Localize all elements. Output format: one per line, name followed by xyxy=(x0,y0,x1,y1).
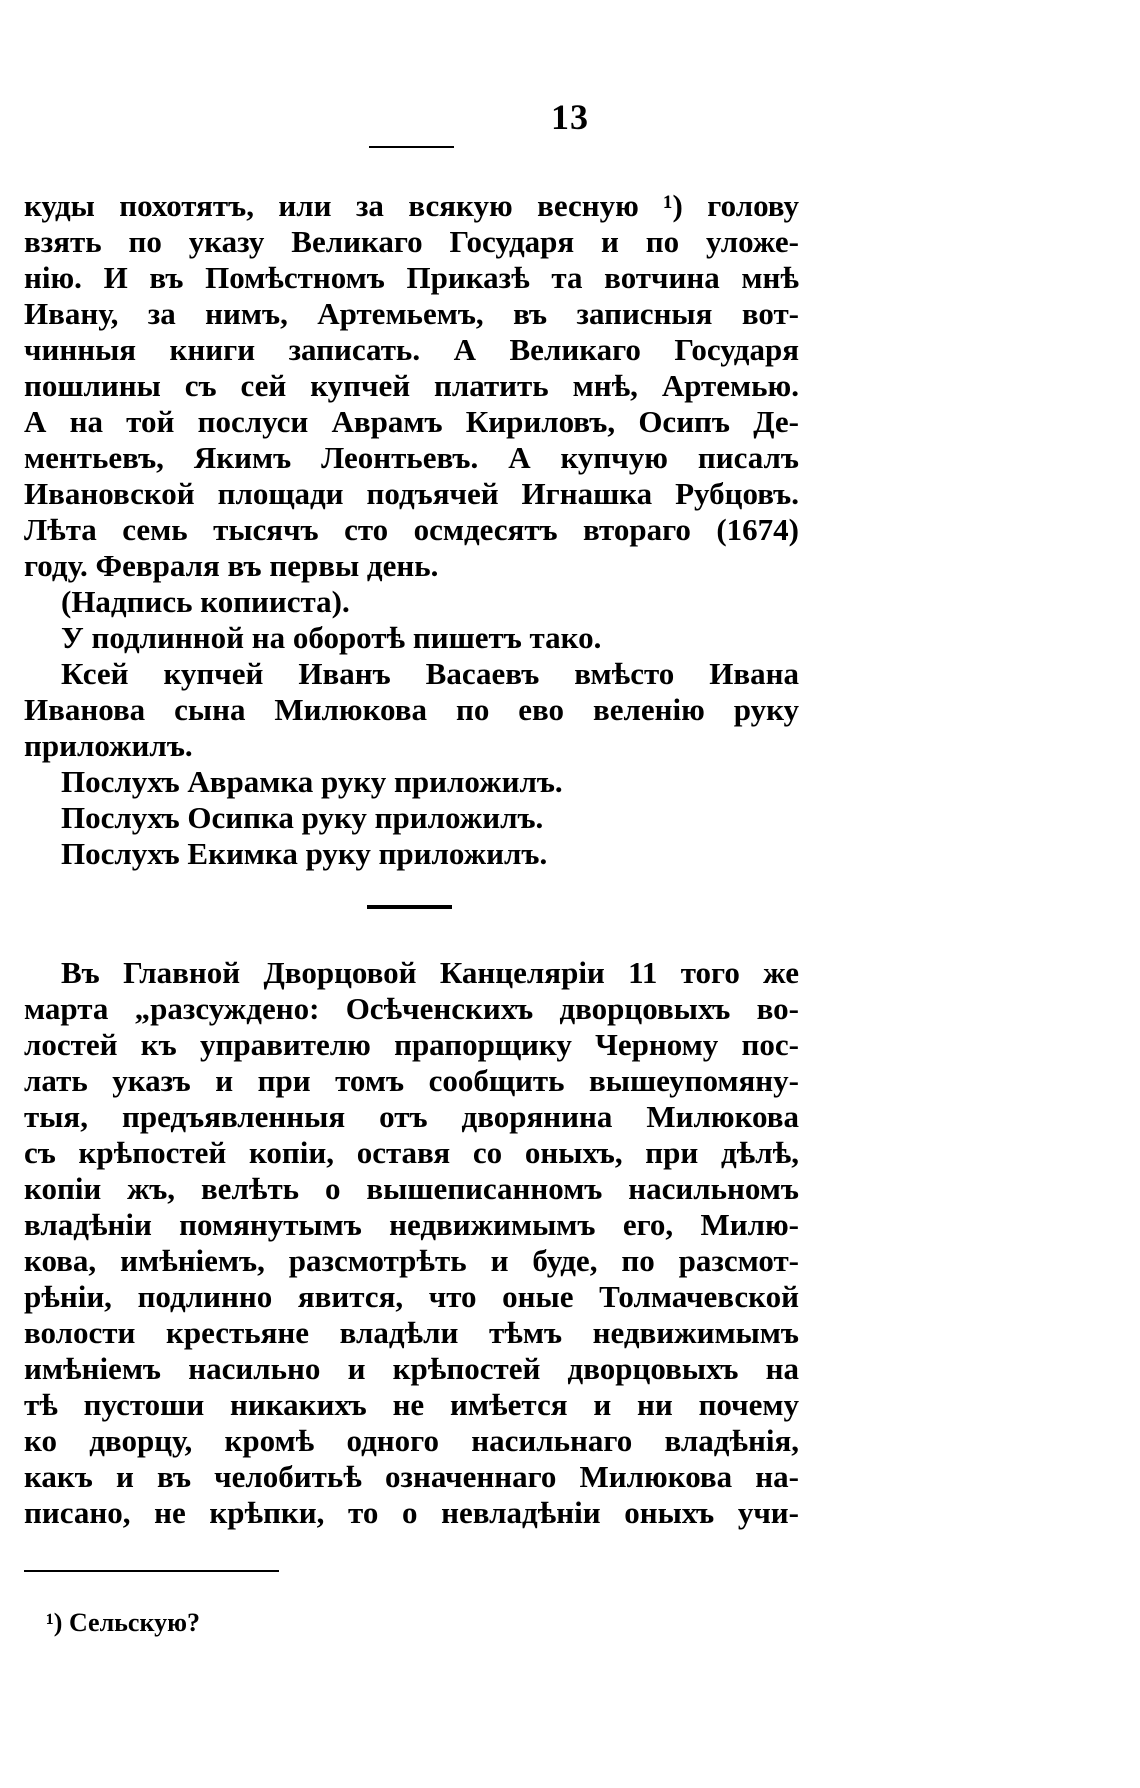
text-line: приложилъ. xyxy=(24,728,193,763)
text-line: А на той послуси Аврамъ Кириловъ, Осипъ Де- xyxy=(24,404,799,439)
text-line: Иванова сына Милюкова по ево веленію руку xyxy=(24,692,799,727)
text-line: взять по указу Великаго Государя и по уложе- xyxy=(24,224,799,259)
text-line: владѣніи помянутымъ недвижимымъ его, Милю- xyxy=(24,1207,799,1242)
text-line: (Надпись копииста). xyxy=(61,584,350,619)
footnote-rule xyxy=(24,1570,279,1572)
text-line: нію. И въ Помѣстномъ Приказѣ та вотчина мнѣ xyxy=(24,260,799,295)
text-line: ко дворцу, кромѣ одного насильнаго владѣнія, xyxy=(24,1423,799,1458)
text-line: Ксей купчей Иванъ Васаевъ вмѣсто Ивана xyxy=(61,656,799,691)
text-line: ментьевъ, Якимъ Леонтьевъ. А купчую писалъ xyxy=(24,440,799,475)
text-line: тыя, предъявленныя отъ дворянина Милюкова xyxy=(24,1099,799,1134)
text-line: тѣ пустоши никакихъ не имѣется и ни почему xyxy=(24,1387,799,1422)
footnote: ¹) Сельскую? xyxy=(46,1608,200,1637)
page-number-underline xyxy=(369,146,454,148)
page-number: 13 xyxy=(551,97,589,137)
text-line: Послухъ Аврамка руку приложилъ. xyxy=(61,764,563,799)
text-line: пошлины съ сей купчей платить мнѣ, Артемью. xyxy=(24,368,799,403)
text-line: съ крѣпостей копіи, оставя со оныхъ, при дѣлѣ, xyxy=(24,1135,799,1170)
text-line: волости крестьяне владѣли тѣмъ недвижимымъ xyxy=(24,1315,799,1350)
text-line: лостей къ управителю прапорщику Черному пос- xyxy=(24,1027,799,1062)
text-line: Лѣта семь тысячъ сто осмдесятъ втораго (1674) xyxy=(24,512,799,547)
text-line: Въ Главной Дворцовой Канцеляріи 11 того же xyxy=(61,955,799,990)
text-line: копіи жъ, велѣть о вышеписанномъ насильномъ xyxy=(24,1171,799,1206)
text-line: лать указъ и при томъ сообщить вышеупомяну- xyxy=(24,1063,799,1098)
text-line: Ивану, за нимъ, Артемьемъ, въ записныя вот- xyxy=(24,296,799,331)
text-line: кова, имѣніемъ, разсмотрѣть и буде, по разсмот- xyxy=(24,1243,799,1278)
text-line: чинныя книги записать. А Великаго Государя xyxy=(24,332,799,367)
text-line: писано, не крѣпки, то о невладѣніи оныхъ учи- xyxy=(24,1495,799,1530)
text-line: рѣніи, подлинно явится, что оные Толмачевской xyxy=(24,1279,799,1314)
book-page xyxy=(24,0,1116,1788)
text-line: куды похотятъ, или за всякую весную ¹) голову xyxy=(24,188,799,223)
text-line: имѣніемъ насильно и крѣпостей дворцовыхъ на xyxy=(24,1351,799,1386)
section-divider xyxy=(367,905,452,909)
text-line: Послухъ Екимка руку приложилъ. xyxy=(61,836,548,871)
text-block-chancellery xyxy=(24,955,799,1531)
text-line: какъ и въ челобитьѣ означеннаго Милюкова на- xyxy=(24,1459,799,1494)
text-line: году. Февраля въ первы день. xyxy=(24,548,439,583)
text-line: Ивановской площади подъячей Игнашка Рубцовъ. xyxy=(24,476,799,511)
text-block-deed xyxy=(24,188,799,872)
text-line: У подлинной на оборотѣ пишетъ тако. xyxy=(61,620,602,655)
text-line: марта „разсуждено: Осѣченскихъ дворцовыхъ во- xyxy=(24,991,799,1026)
text-line: Послухъ Осипка руку приложилъ. xyxy=(61,800,544,835)
